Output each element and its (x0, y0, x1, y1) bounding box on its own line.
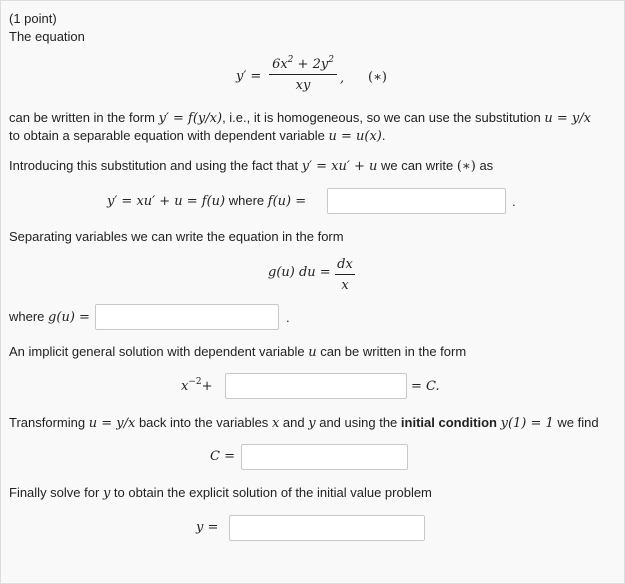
y-label: y = (196, 520, 219, 535)
equation-tag: (∗) (368, 70, 387, 85)
implicit-prefix (181, 378, 213, 395)
p5-math-1: u = y/x (88, 416, 136, 431)
gu-period: . (286, 310, 290, 325)
p2-math: y′ = xu′ + u (301, 159, 378, 174)
paragraph-2 (9, 158, 493, 175)
p5-text-a: Transforming (9, 415, 86, 430)
p4-text-a: An implicit general solution with dependent variable (9, 344, 305, 359)
separated-lhs: g(u) du = (268, 265, 331, 280)
p4-text-b: can be written in the form (320, 344, 467, 359)
p5-text-e: we find (557, 415, 599, 430)
implicit-plus: + (201, 379, 213, 394)
fu-answer-input[interactable] (327, 188, 506, 214)
fu-period: . (512, 194, 516, 209)
points-label: (1 point) (9, 11, 57, 26)
paragraph-3: Separating variables we can write the equation in the form (9, 229, 344, 244)
p6-text-a: Finally solve for (9, 485, 100, 500)
equation-lhs: y′ = (236, 69, 262, 84)
paragraph-1-line-2 (9, 128, 386, 145)
fu-where: where (228, 193, 265, 208)
p1-math-substitution: u = y/x (544, 111, 591, 126)
paragraph-6 (9, 485, 432, 502)
equation-fraction (269, 57, 337, 93)
p5-math-3: y (308, 416, 316, 431)
p1-period: . (381, 128, 386, 143)
paragraph-4 (9, 344, 466, 361)
gu-row-label (9, 309, 90, 326)
p2-text-a: Introducing this substitution and using the fact that (9, 158, 299, 173)
p5-text-d: and using the (319, 415, 398, 430)
implicit-base: x (181, 379, 189, 394)
p1-text-a: can be written in the form (9, 110, 155, 125)
implicit-exponent: −2 (188, 377, 202, 387)
p5-bold: initial condition (400, 415, 497, 430)
paragraph-5 (9, 415, 599, 432)
separated-numerator: dx (337, 257, 353, 272)
p5-math-4: y(1) = 1 (500, 416, 554, 431)
p1-text-c: to obtain a separable equation with dependent variable (9, 128, 325, 143)
equation-comma: , (340, 71, 345, 86)
gu-where: where (9, 309, 45, 324)
separated-fraction (335, 257, 355, 293)
fu-math: f(u) = (267, 194, 307, 209)
implicit-suffix: = C. (411, 379, 440, 394)
p1-text-b: , i.e., it is homogeneous, so we can use the substitution (222, 110, 541, 125)
fu-lhs-math: y′ = xu′ + u = f(u) (107, 194, 226, 209)
p2-text-c: as (479, 158, 494, 173)
separated-denominator: x (341, 278, 349, 293)
p2-tag: (∗) (456, 159, 476, 174)
p1-math-dependent: u = u(x) (328, 129, 382, 144)
p1-math-form: y′ = f(y/x) (158, 111, 223, 126)
p6-text-b: to obtain the explicit solution of the initial value problem (113, 485, 432, 500)
gu-answer-input[interactable] (95, 304, 279, 330)
p6-math: y (102, 486, 111, 501)
paragraph-1-line-1 (9, 110, 591, 127)
c-answer-input[interactable] (241, 444, 408, 470)
y-answer-input[interactable] (229, 515, 425, 541)
intro-text: The equation (9, 29, 85, 44)
p4-math: u (308, 345, 317, 360)
p5-math-2: x (271, 416, 280, 431)
fu-row-label (107, 193, 306, 210)
p2-text-b: we can write (380, 158, 454, 173)
equation-numerator: $6x^2 + 2y^2$ (272, 55, 334, 72)
equation-denominator: xy (295, 78, 311, 93)
p5-text-c: and (282, 415, 305, 430)
gu-math: g(u) = (48, 310, 90, 325)
c-label: C = (210, 449, 235, 464)
implicit-answer-input[interactable] (225, 373, 407, 399)
p5-text-b: back into the variables (138, 415, 269, 430)
